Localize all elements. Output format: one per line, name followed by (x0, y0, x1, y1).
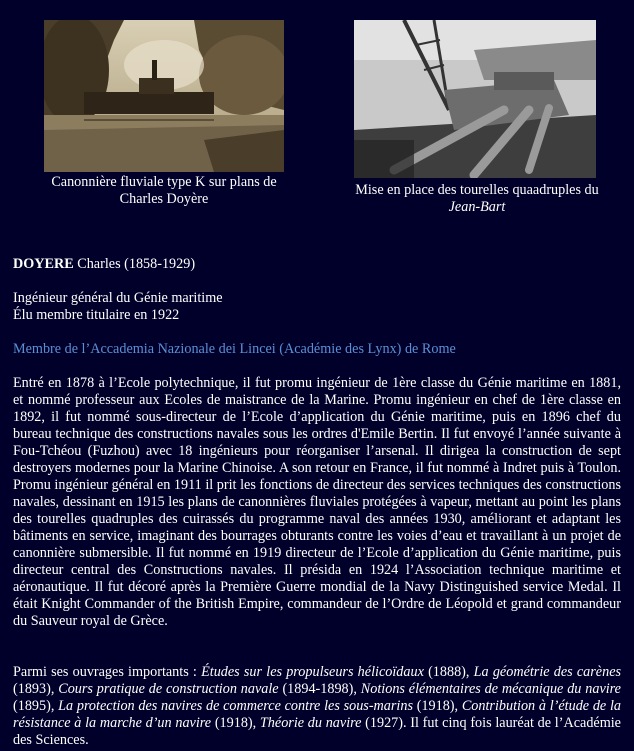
turrets-caption-line2: Jean-Bart (448, 199, 506, 215)
gunboat-caption-line2: Charles Doyère (119, 191, 209, 207)
work-title: Théorie du navire (259, 715, 362, 731)
turrets-photo (354, 20, 596, 178)
gunboat-caption (20, 174, 308, 208)
titles-block (13, 290, 621, 324)
biography-paragraph: Entré en 1878 à l’Ecole polytechnique, il fut promu ingénieur de 1ère classe du Génie maritime en 1881, et nommé professeur aux Ecoles de maistrance de la Marine. Promu ingénieur en chef de 1ère classe en 1892, il fut nommé sous-directeur de l’Ecole d’application du Génie maritime, puis en 1896 chef du bureau technique des constructions navales sous les ordres d'Emile Bertin. Il fut envoyé l’année suivante à Fou-Tchéou (Fuzhou) avec 18 ingénieurs pour réorganiser l’arsenal. Il dirigea la construction de sept destroyers modernes pour la Marine Chinoise. A son retour en France, il fut nommé à Indret puis à Toulon. Promu ingénieur général en 1911 il prit les fonctions de directeur des services techniques des constructions navales, dessinant en 1915 les plans de canonnières fluviales protégées à vapeur, mettant au point les plans des tourelles quadruples des cuirassés du programme naval des années 1930, améliorant et adaptant les bâtiments en service, imaginant des bourrages obturants contre les voies d’eau et travaillant à un projet de canonnière submersible. Il fut nommé en 1919 directeur de l’Ecole d’application du Génie maritime, puis directeur central des Constructions navales. Il présida en 1924 l’Association technique maritime et aéronautique. Il fut décoré après la Première Guerre mondial de la Navy Distinguished service Medal. Il était Knight Commander of the British Empire, commandeur de l’Ordre de Léopold et grand commandeur du Sauveur royal de Grèce. (13, 375, 621, 629)
gunboat-photo (44, 20, 284, 172)
work-title: La géométrie des carènes (473, 664, 622, 680)
surname: DOYERE (13, 256, 74, 272)
title-line-1: Ingénieur général du Génie maritime (13, 290, 223, 306)
name-dates: Charles (1858-1929) (73, 256, 196, 272)
work-title: La protection des navires de commerce contre les sous-marins (58, 698, 413, 714)
turrets-caption (330, 182, 624, 216)
work-title: Contribution à l’étude de la résistance à la marche d’un navire (13, 698, 622, 731)
turrets-caption-line1: Mise en place des tourelles quaadruples du (355, 182, 599, 198)
work-title: Notions élémentaires de mécanique du navire (360, 681, 621, 697)
biography-heading (13, 256, 621, 273)
title-line-2: Élu membre titulaire en 1922 (13, 307, 180, 323)
gunboat-caption-line1: Canonnière fluviale type K sur plans de (51, 174, 277, 190)
work-title: Études sur les propulseurs hélicoïdaux (201, 664, 424, 680)
gunboat-image (44, 20, 284, 172)
turrets-image (354, 20, 596, 178)
lincei-membership-link[interactable]: Membre de l’Accademia Nazionale dei Lincei (Académie des Lynx) de Rome (13, 341, 456, 357)
works-paragraph: Parmi ses ouvrages importants : Études sur les propulseurs hélicoïdaux (1888), La géométrie des carènes (1893), Cours pratique de construction navale (1894-1898), Notions élémentaires de mécanique du navire (1895), La protection des navires de commerce contre les sous-marins (1918), Contribution à l’étude de la résistance à la marche d’un navire (1918), Théorie du navire (1927). Il fut cinq fois lauréat de l’Académie des Sciences. (13, 664, 622, 748)
work-title: Cours pratique de construction navale (58, 681, 279, 697)
